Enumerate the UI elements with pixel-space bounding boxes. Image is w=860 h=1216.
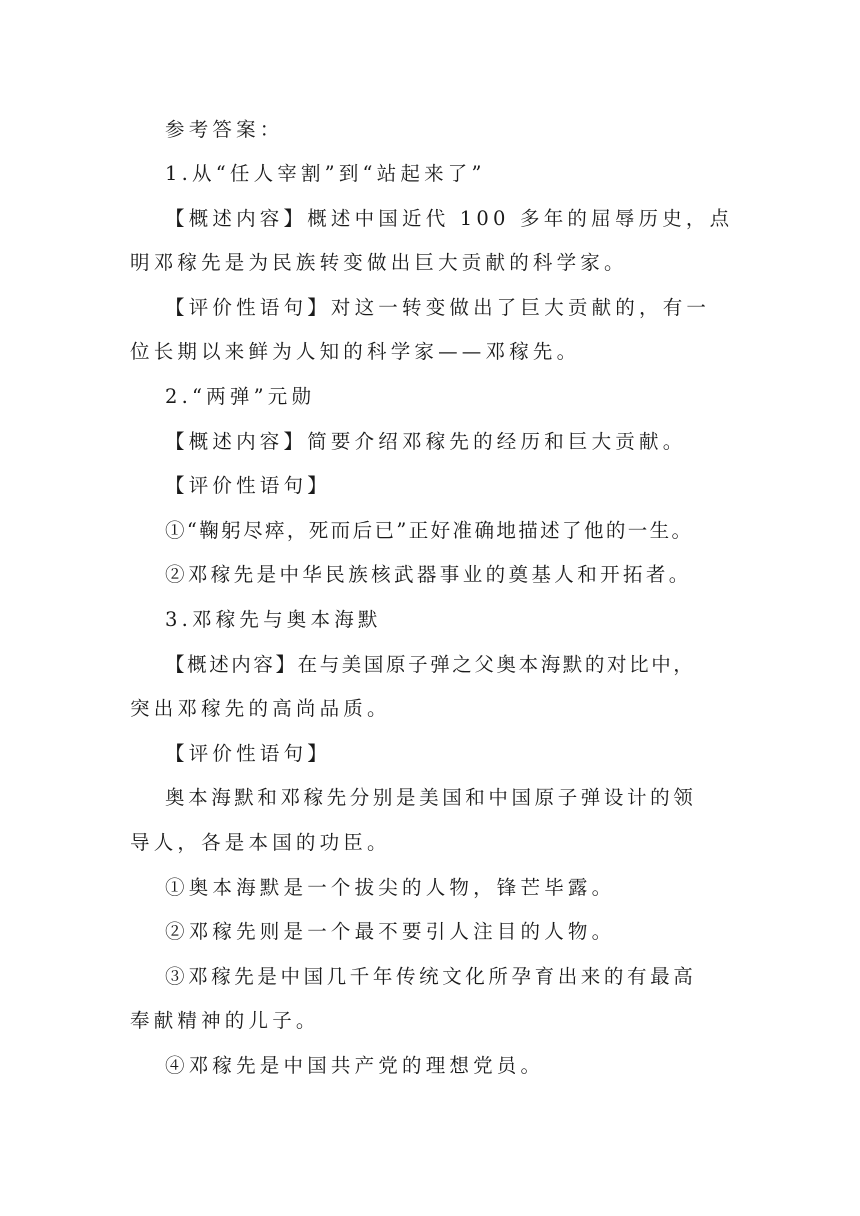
section-3-evaluation-label: 【评价性语句】 bbox=[165, 742, 331, 765]
section-2-point-2: ②邓稼先是中华民族核武器事业的奠基人和开拓者。 bbox=[165, 563, 692, 586]
section-2-summary: 【概述内容】简要介绍邓稼先的经历和巨大贡献。 bbox=[165, 430, 687, 453]
section-3-paragraph-line-2: 导人，各是本国的功臣。 bbox=[130, 831, 391, 854]
answer-heading: 参考答案： bbox=[165, 118, 284, 141]
section-3-title: 3.邓稼先与奥本海默 bbox=[165, 608, 382, 631]
section-3-point-1: ①奥本海默是一个拔尖的人物，锋芒毕露。 bbox=[165, 876, 616, 899]
section-3-point-2: ②邓稼先则是一个最不要引人注目的人物。 bbox=[165, 920, 616, 943]
section-3-point-4: ④邓稼先是中国共产党的理想党员。 bbox=[165, 1054, 545, 1077]
section-3-paragraph-line-1: 奥本海默和邓稼先分别是美国和中国原子弹设计的领 bbox=[165, 786, 697, 809]
section-1-summary-line-1: 【概述内容】概述中国近代 100 多年的屈辱历史，点 bbox=[165, 207, 734, 230]
section-1-evaluation-line-2: 位长期以来鲜为人知的科学家——邓稼先。 bbox=[130, 340, 581, 363]
section-2-point-1: ①“鞠躬尽瘁，死而后已”正好准确地描述了他的一生。 bbox=[165, 519, 694, 542]
section-1-summary-line-2: 明邓稼先是为民族转变做出巨大贡献的科学家。 bbox=[130, 251, 628, 274]
section-2-evaluation-label: 【评价性语句】 bbox=[165, 474, 331, 497]
section-1-title: 1.从“任人宰割”到“站起来了” bbox=[165, 162, 486, 185]
section-3-point-3-line-1: ③邓稼先是中国几千年传统文化所孕育出来的有最高 bbox=[165, 965, 697, 988]
section-1-evaluation-line-1: 【评价性语句】对这一转变做出了巨大贡献的，有一 bbox=[165, 296, 711, 319]
section-2-title: 2.“两弹”元勋 bbox=[165, 385, 316, 408]
section-3-summary-line-1: 【概述内容】在与美国原子弹之父奥本海默的对比中， bbox=[165, 653, 696, 676]
section-3-point-3-line-2: 奉献精神的儿子。 bbox=[130, 1009, 320, 1032]
section-3-summary-line-2: 突出邓稼先的高尚品质。 bbox=[130, 697, 391, 720]
